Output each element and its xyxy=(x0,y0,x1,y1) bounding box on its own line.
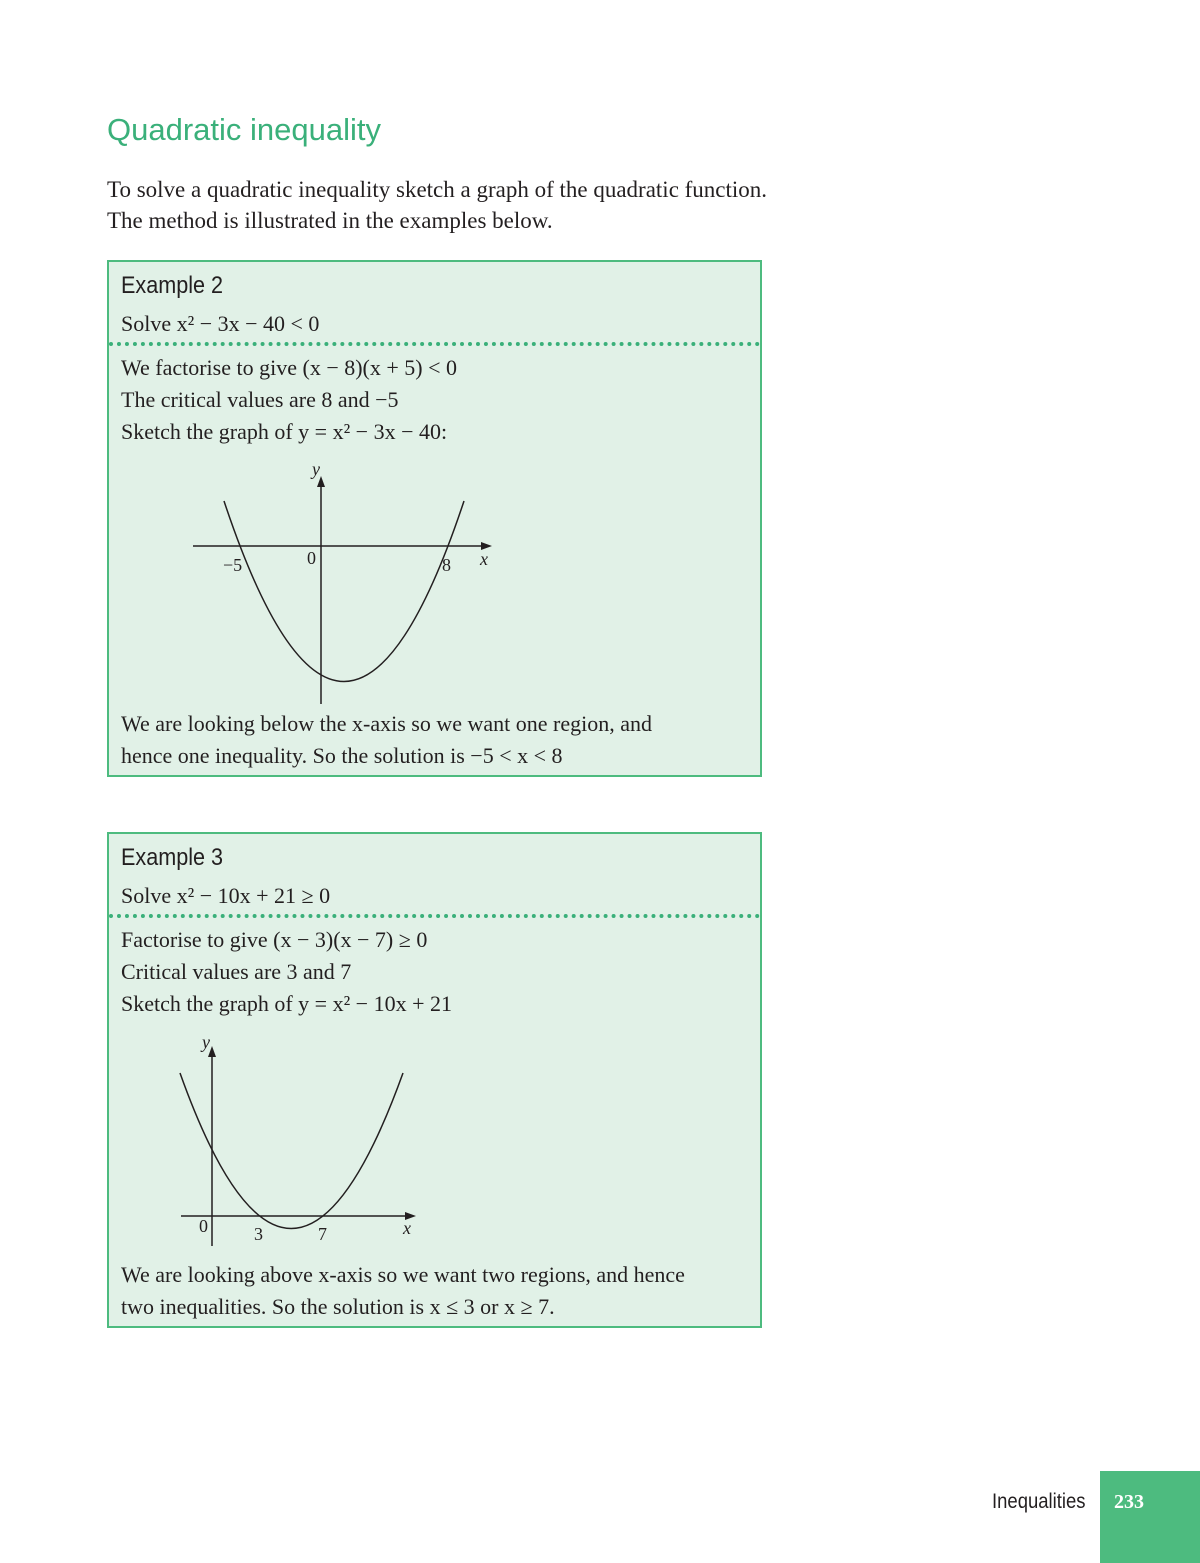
working-line: The critical values are 8 and −5 xyxy=(121,387,399,412)
example-title: Example 2 xyxy=(121,272,224,299)
conclusion-line: two inequalities. So the solution is x ≤ 3 or x ≥ 7. xyxy=(121,1294,555,1319)
origin-label: 0 xyxy=(199,1216,208,1236)
page-number-tab xyxy=(1100,1471,1200,1563)
parabola-curve xyxy=(224,501,464,682)
working-line: Sketch the graph of y = x² − 3x − 40: xyxy=(121,419,448,444)
conclusion-line: We are looking below the x-axis so we want one region, and xyxy=(121,711,652,736)
y-axis-label: y xyxy=(312,462,320,479)
intro-text xyxy=(107,174,767,236)
dotted-divider xyxy=(109,914,760,918)
working-line: Critical values are 3 and 7 xyxy=(121,959,352,984)
root-label: 3 xyxy=(254,1224,263,1244)
parabola-curve xyxy=(180,1073,403,1229)
chapter-label: Inequalities xyxy=(992,1490,1086,1513)
root-label: 7 xyxy=(318,1224,327,1244)
example-problem: Solve x² − 3x − 40 < 0 xyxy=(121,311,320,336)
root-label: −5 xyxy=(223,555,243,575)
example-problem: Solve x² − 10x + 21 ≥ 0 xyxy=(121,883,331,908)
example-title: Example 3 xyxy=(121,844,224,871)
conclusion-line: hence one inequality. So the solution is −5 < x < 8 xyxy=(121,743,563,768)
page-number: 233 xyxy=(1114,1491,1144,1513)
origin-label: 0 xyxy=(307,548,316,568)
parabola-graph-1 xyxy=(189,462,509,707)
example-2-box xyxy=(107,260,762,777)
conclusion-line: We are looking above x-axis so we want two regions, and hence xyxy=(121,1262,685,1287)
parabola-graph-2 xyxy=(177,1034,437,1249)
example-conclusion xyxy=(121,1259,685,1323)
x-axis-label: x xyxy=(480,549,488,569)
root-label: 8 xyxy=(442,555,451,575)
working-lines xyxy=(121,924,452,1020)
working-line: Sketch the graph of y = x² − 10x + 21 xyxy=(121,991,452,1016)
working-line: We factorise to give (x − 8)(x + 5) < 0 xyxy=(121,355,458,380)
working-line: Factorise to give (x − 3)(x − 7) ≥ 0 xyxy=(121,927,428,952)
working-lines xyxy=(121,352,457,448)
dotted-divider xyxy=(109,342,760,346)
example-3-box xyxy=(107,832,762,1328)
example-conclusion xyxy=(121,708,652,772)
intro-line: The method is illustrated in the examples below. xyxy=(107,208,553,233)
section-heading: Quadratic inequality xyxy=(107,112,381,147)
x-axis-label: x xyxy=(403,1218,411,1238)
intro-line: To solve a quadratic inequality sketch a graph of the quadratic function. xyxy=(107,177,768,202)
y-axis-label: y xyxy=(202,1034,210,1052)
